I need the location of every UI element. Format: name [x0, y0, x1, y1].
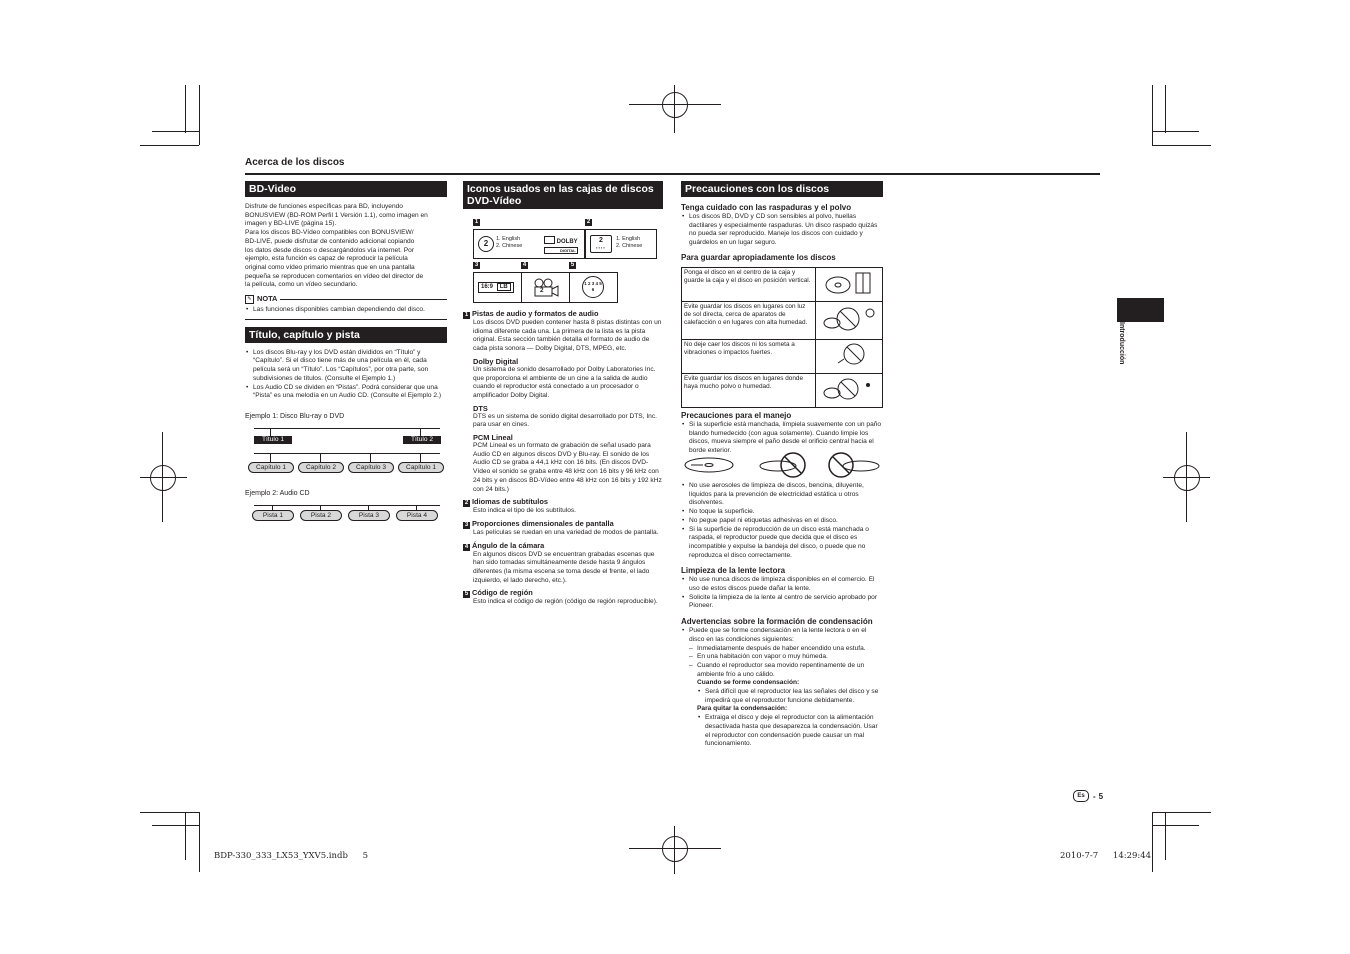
handling-list	[681, 421, 883, 456]
camera-icon	[532, 278, 560, 297]
titulo-bullet: • Los Audio CD se dividen en “Pistas”. Podrá considerar que una “Pista” es una melodía en un Audio CD. (Consulte el Ejemplo 2.)	[245, 384, 447, 401]
condensation-sub-bullet: • Extraiga el disco y deje el reproductor con la alimentación desactivada hasta que desaparezca la condensación. Usar el reproductor con condensación puede causar un mal funcionamiento.	[697, 714, 883, 749]
titulo-list	[245, 349, 447, 401]
text-line: pequeña se reproducen comentarios en vídeo del director de	[245, 272, 424, 280]
item-number: 3	[464, 521, 469, 528]
track-pill: Pista 4	[396, 510, 438, 521]
disc-case-icon	[816, 268, 883, 302]
handling-heading: Precauciones para el manejo	[681, 411, 792, 420]
note-label: NOTA	[257, 294, 278, 304]
column-left	[245, 181, 447, 401]
precautions-heading: Precauciones con los discos	[681, 181, 883, 197]
language-badge: Es	[1073, 790, 1089, 802]
handling-section	[681, 406, 883, 456]
item-text: Un sistema de sonido desarrollado por Dolby Laboratories Inc. que proporciona el ambiente de un cine a la salida de audio cuando el reproductor está conectado a un procesador o amplificador Dolby Digital.	[473, 365, 656, 399]
scratch-heading: Tenga cuidado con las raspaduras y el polvo	[681, 203, 852, 212]
table-row	[682, 340, 883, 374]
footer-timestamp	[1060, 851, 1151, 861]
condensation-sub-list	[681, 714, 883, 749]
region-list: 1 2 3 4 5 6	[584, 281, 602, 292]
item-title: PCM Lineal	[473, 433, 513, 443]
table-row	[682, 302, 883, 340]
item-title: Código de región	[472, 588, 533, 598]
item-heading	[463, 588, 663, 598]
condensation-subheading: Cuando se forme condensación:	[697, 679, 800, 687]
text-line: BONUSVIEW (BD-ROM Perfil 1 Versión 1.1), como imagen en	[245, 211, 428, 219]
text-line: Para los discos BD-Vídeo compatibles con BONUSVIEW/	[245, 229, 414, 237]
section-heading: Acerca de los discos	[245, 157, 345, 168]
item-heading	[463, 497, 663, 507]
storage-cell: Evite guardar los discos en lugares donde haya mucho polvo o humedad.	[682, 374, 816, 408]
angle-count: 2	[540, 287, 544, 294]
condensation-dash-list	[681, 645, 883, 680]
icon-number: 3	[474, 262, 479, 268]
storage-cell: Ponga el disco en el centro de la caja y guarde la caja y el disco en posición vertical.	[682, 268, 816, 302]
item-text: Esto indica el código de región (código de región reproducible).	[473, 598, 658, 606]
language-item: 2. Chinese	[616, 243, 643, 249]
bdvideo-heading: BD-Video	[245, 181, 447, 197]
scratch-bullet: • Los discos BD, DVD y CD son sensibles al polvo, huellas dactilares y especialmente raspaduras. Un disco raspado quizás no pueda ser reproducido. Maneje los discos con cuidado y guárdelos en un lugar seguro.	[681, 213, 883, 248]
region-code-icon-box	[569, 272, 618, 303]
item-number: 4	[464, 543, 469, 550]
condensation-subheading: Para quitar la condensación:	[697, 705, 788, 713]
store-heading: Para guardar apropiadamente los discos	[681, 252, 836, 262]
condensation-sub-bullet: • Será difícil que el reproductor lea las señales del disco y se impedirá que el reproductor funcione debidamente.	[697, 688, 883, 705]
item-title: Dolby Digital	[473, 356, 519, 366]
page-separator: -	[1093, 791, 1096, 801]
titulo-heading: Título, capítulo y pista	[245, 327, 447, 343]
chapter-pill: Capítulo 3	[348, 462, 394, 473]
audio-icon-box	[473, 229, 585, 259]
bdvideo-paragraph	[245, 203, 447, 290]
item-heading	[463, 309, 663, 319]
note-list	[245, 306, 447, 315]
audio-tracks-badge: 2	[478, 236, 494, 252]
item-text: Esto indica el tipo de los subtítulos.	[473, 507, 576, 515]
note-header	[245, 295, 447, 304]
aspect-ratio-icon	[478, 282, 514, 293]
subtitle-badge-icon: 2 ▪▪▪▪	[590, 235, 612, 253]
condensation-dash: – Cuando el reproductor sea movido repentinamente de un ambiente frío a uno cálido.	[689, 662, 883, 679]
chapter-pill: Capítulo 1	[398, 462, 444, 473]
language-item: 1. English	[496, 236, 521, 242]
condensation-sub-list	[681, 688, 883, 705]
lens-bullet: • Solicite la limpieza de la lente al centro de servicio aprobado por Pioneer.	[681, 594, 883, 611]
lens-bullet: • No use nunca discos de limpieza disponibles en el comercio. El uso de estos discos puede dañar la lente.	[681, 576, 883, 593]
camera-angle-icon-box	[521, 272, 570, 303]
aspect-lb: LB	[497, 283, 511, 291]
note-rule	[280, 299, 447, 300]
storage-cell: No deje caer los discos ni los someta a vibraciones o impactos fuertes.	[682, 340, 816, 374]
text-line: la película, como un vídeo secundario.	[245, 281, 358, 289]
handling-list-2	[681, 482, 883, 560]
text-line: BD-LIVE, puede disfrutar de contenido adicional copiando	[245, 237, 415, 245]
disc-cleaning-illustration-icon	[683, 452, 883, 480]
item-title: Pistas de audio y formatos de audio	[472, 309, 599, 318]
chapter-pill: Capítulo 2	[298, 462, 344, 473]
icon-number: 4	[522, 262, 527, 268]
chapter-pill: Capítulo 1	[248, 462, 294, 473]
lens-list	[681, 576, 883, 611]
note-icon: ✎	[245, 295, 254, 304]
handling-bullet: • No pegue papel ni etiquetas adhesivas en el disco.	[681, 517, 883, 526]
note-end-rule	[245, 319, 447, 320]
condensation-dash: – Inmediatamente después de haber encendido una estufa.	[689, 645, 883, 654]
footer-filename: BDP-330_333_LX53_YXV5.indb	[214, 851, 348, 861]
footer-time: 14:29:44	[1112, 851, 1152, 861]
table-row	[682, 374, 883, 408]
column-right	[681, 181, 883, 263]
subtitle-language-list	[616, 236, 642, 250]
track-pill: Pista 3	[348, 510, 390, 521]
handling-bullet: • No toque la superficie.	[681, 508, 883, 517]
chapter-tab-label: Introducción	[1118, 322, 1125, 365]
item-text: PCM Lineal es un formato de grabación de señal usado para Audio CD en algunos discos DVD y Blu-ray. El sonido de los Audio CD se graba a 44,1 kHz con 16 bits. (En discos DVD-Vídeo el sonido se graba entre 48 kHz con 16 bits y 96 kHz con 24 bits y en discos BD-Vídeo entre 48 kHz con 16 bits y 192 kHz con 24 bits.)	[473, 442, 662, 493]
footer-file-page: 5	[362, 851, 369, 861]
footer-file-info	[214, 851, 368, 861]
text-line: original como vídeo primario mientras que en una pantalla	[245, 263, 415, 271]
text-line: imagen y BD-LIVE (página 15).	[245, 220, 337, 228]
scratch-list	[681, 213, 883, 248]
condensation-bullet: • Puede que se forme condensación en la lente lectora o en el disco en las condiciones siguientes:	[681, 627, 883, 644]
title-tag-2: Título 2	[403, 436, 441, 444]
page-number-value: 5	[1098, 791, 1104, 801]
item-heading	[463, 519, 663, 529]
track-pill: Pista 1	[252, 510, 294, 521]
storage-table	[681, 267, 883, 408]
item-text: Los discos DVD pueden contener hasta 8 pistas distintas con un idioma diferente cada una. La primera de la lista es la pista original. Esta sección también detalla el formato de audio de cada pista sonora — Dolby Digital, DTS, MPEG, etc.	[473, 319, 662, 353]
lens-heading: Limpieza de la lente lectora	[681, 566, 786, 576]
item-title: Proporciones dimensionales de pantalla	[472, 518, 614, 528]
item-title: Ángulo de la cámara	[472, 540, 545, 550]
item-text: DTS es un sistema de sonido digital desarrollado por DTS, Inc. para usar en cines.	[473, 412, 657, 429]
footer-date: 2010-7-7	[1060, 851, 1099, 861]
handling-bullet: • Si la superficie de reproducción de un disco está manchada o raspada, el reproductor puede que decida que el disco es incompatible y expulse la bandeja del disco, o puede que no reproduzca el disco correctamente.	[681, 526, 883, 561]
example1-label: Ejemplo 1: Disco Blu-ray o DVD	[245, 413, 345, 420]
icon-number: 2	[586, 219, 591, 225]
item-title: Idiomas de subtítulos	[472, 497, 548, 507]
dolby-digital-logo-icon	[544, 236, 578, 254]
icons-descriptions	[463, 306, 663, 607]
text-line: ejemplo, esta función es capaz de reproducir la película	[245, 255, 408, 263]
chapter-tab	[1117, 298, 1164, 322]
dolby-text: DOLBY	[556, 239, 578, 245]
condensation-dash: – En una habitación con vapor o muy húmeda.	[689, 653, 883, 662]
aspect-ratio-icon-box	[473, 272, 522, 303]
example2-label: Ejemplo 2: Audio CD	[245, 490, 310, 497]
item-number: 1	[464, 312, 469, 318]
item-text: En algunos discos DVD se encuentran grabadas escenas que han sido tomadas simultáneamente desde hasta 9 ángulos diferentes (la misma escena se toma desde el frente, el lado izquierdo, el lado derecho, etc.).	[473, 550, 655, 584]
item-text: Las películas se ruedan en una variedad de modos de pantalla.	[473, 528, 659, 536]
icons-heading: Iconos usados en las cajas de discos DVD-Vídeo	[463, 181, 663, 209]
handling-bullet: • Si la superficie está manchada, límpiela suavemente con un paño blando humedecido (con agua solamente). Cuando limpie los discos, mueva siempre el paño desde el orificio central hacia el borde exterior.	[681, 421, 883, 456]
page-number	[1073, 790, 1103, 802]
drop-disc-icon	[816, 340, 883, 374]
header-rule	[245, 173, 1100, 175]
handling-more	[681, 482, 883, 749]
item-title: DTS	[473, 403, 488, 413]
item-heading	[463, 541, 663, 551]
language-item: 2. Chinese	[496, 243, 523, 249]
language-item: 1. English	[616, 236, 641, 242]
text-line: Disfrute de funciones específicas para BD, incluyendo	[245, 203, 403, 210]
digital-text: DIGITAL	[544, 247, 578, 254]
subtitle-icon-box	[585, 229, 657, 259]
table-row	[682, 268, 883, 302]
track-pill: Pista 2	[300, 510, 342, 521]
titulo-bullet: • Los discos Blu-ray y los DVD están divididos en “Título” y “Capítulo”. Si el disco tiene más de una película en él, cada película será un “Título”. Los “Capítulos”, por otra parte, son subdivisiones de títulos. (Consulte el Ejemplo 1.)	[245, 349, 447, 384]
aspect-169: 16:9	[481, 284, 494, 290]
globe-region-icon	[582, 276, 604, 298]
note-item: • Las funciones disponibles cambian dependiendo del disco.	[245, 306, 447, 315]
sun-heat-icon	[816, 302, 883, 340]
audio-language-list	[496, 236, 522, 250]
item-number: 5	[464, 591, 469, 598]
icon-number: 5	[570, 262, 575, 268]
title-tag-1: Título 1	[254, 436, 292, 444]
text-line: los datos desde discos o descargándolos vía internet. Por	[245, 246, 414, 254]
item-number: 2	[464, 500, 469, 507]
condensation-list	[681, 627, 883, 644]
condensation-heading: Advertencias sobre la formación de condensación	[681, 617, 873, 627]
icon-number: 1	[474, 219, 479, 225]
storage-cell: Evite guardar los discos en lugares con luz de sol directa, cerca de aparatos de calefacción o en lugares con alta humedad.	[682, 302, 816, 340]
subtitle-count: 2	[599, 237, 603, 244]
dust-humidity-icon	[816, 374, 883, 408]
handling-bullet: • No use aerosoles de limpieza de discos, bencina, diluyente, líquidos para la prevención de electricidad estática u otros disolventes.	[681, 482, 883, 508]
